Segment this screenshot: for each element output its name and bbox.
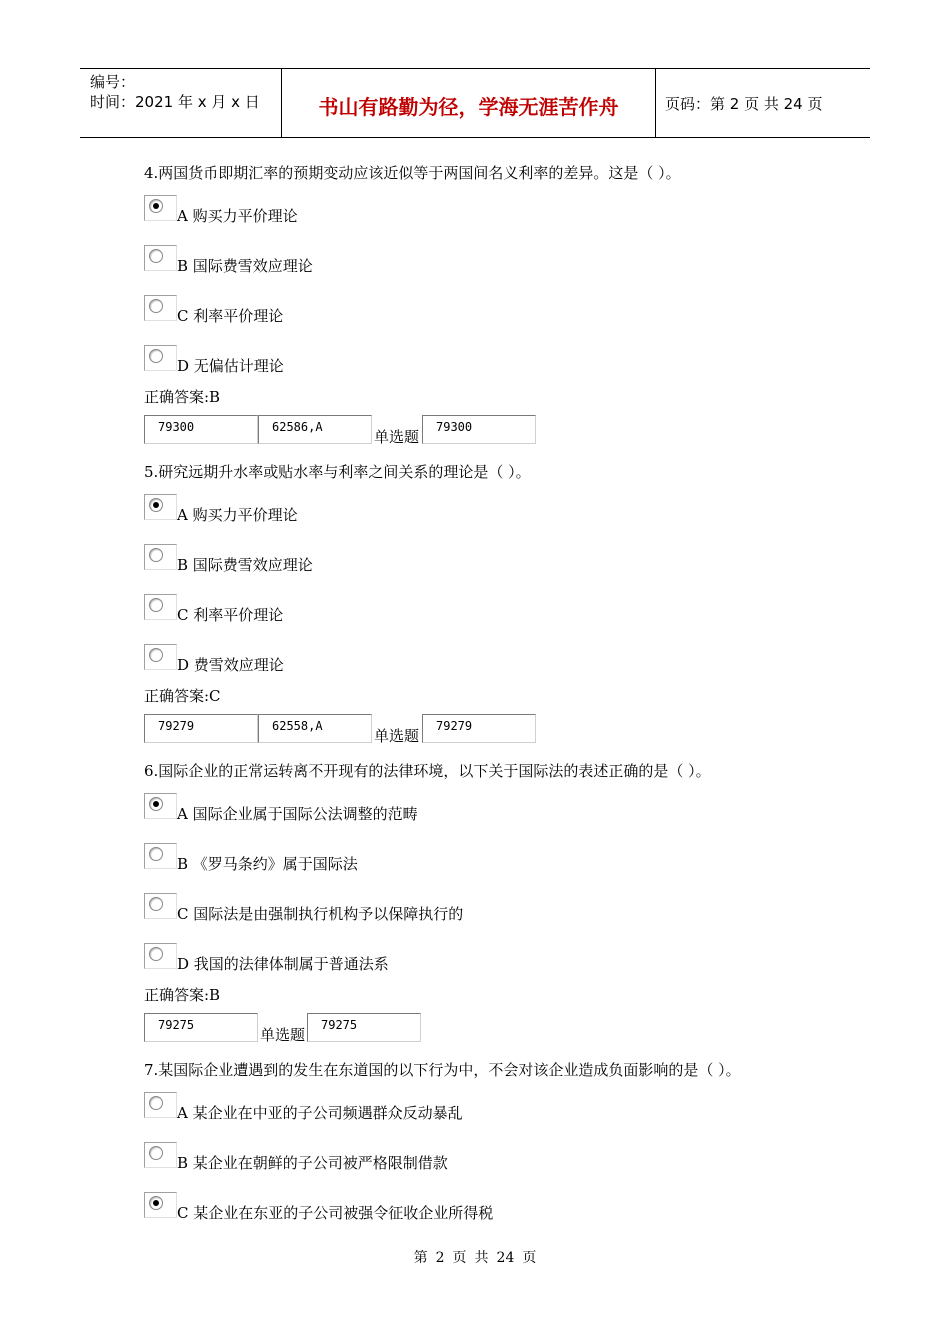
radio-button[interactable] (144, 1142, 177, 1168)
document-header (80, 68, 870, 138)
radio-checked-icon (149, 199, 163, 213)
option-id-field[interactable]: 62586,A (258, 415, 372, 444)
radio-button[interactable] (144, 245, 177, 271)
id-field[interactable]: 79275 (144, 1013, 258, 1042)
radio-unchecked-icon (149, 897, 163, 911)
radio-button[interactable] (144, 644, 177, 670)
radio-button[interactable] (144, 843, 177, 869)
radio-unchecked-icon (149, 947, 163, 961)
question-type-label: 单选题 (374, 428, 420, 446)
radio-button[interactable] (144, 345, 177, 371)
option-label: A 购买力平价理论 (177, 506, 298, 524)
radio-checked-icon (149, 797, 163, 811)
radio-button[interactable] (144, 594, 177, 620)
option-id-field[interactable]: 62558,A (258, 714, 372, 743)
option-label: A 国际企业属于国际公法调整的范畴 (177, 805, 418, 823)
radio-button[interactable] (144, 195, 177, 221)
radio-checked-icon (149, 498, 163, 512)
question-4-text: 4.两国货币即期汇率的预期变动应该近似等于两国间名义利率的差异。这是（ ）。 (144, 164, 681, 182)
page-info: 页码：第 2 页 共 24 页 (665, 95, 823, 113)
id-field-2[interactable]: 79279 (422, 714, 536, 743)
radio-unchecked-icon (149, 299, 163, 313)
id-field-2[interactable]: 79275 (307, 1013, 421, 1042)
radio-unchecked-icon (149, 648, 163, 662)
radio-button[interactable] (144, 544, 177, 570)
radio-unchecked-icon (149, 349, 163, 363)
question-type-label: 单选题 (260, 1026, 306, 1044)
radio-unchecked-icon (149, 1096, 163, 1110)
header-middle-cell (281, 69, 656, 137)
radio-button[interactable] (144, 893, 177, 919)
footer-total-pages: 24 (496, 1250, 515, 1266)
header-right-cell (655, 69, 870, 137)
radio-unchecked-icon (149, 548, 163, 562)
radio-unchecked-icon (149, 1146, 163, 1160)
question-7-text: 7.某国际企业遭遇到的发生在东道国的以下行为中，不会对该企业造成负面影响的是（ ）。 (144, 1061, 741, 1079)
question-6-text: 6.国际企业的正常运转离不开现有的法律环境，以下关于国际法的表述正确的是（ ）。 (144, 762, 711, 780)
radio-unchecked-icon (149, 598, 163, 612)
id-field[interactable]: 79300 (144, 415, 258, 444)
option-label: B 国际费雪效应理论 (177, 556, 313, 574)
option-label: D 无偏估计理论 (177, 357, 284, 375)
footer-page-mid: 页 (452, 1250, 467, 1266)
motto: 书山有路勤为径，学海无涯苦作舟 (318, 95, 619, 119)
id-field[interactable]: 79279 (144, 714, 258, 743)
header-left-cell (80, 69, 281, 137)
option-label: C 利率平价理论 (177, 606, 284, 624)
option-label: D 我国的法律体制属于普通法系 (177, 955, 389, 973)
option-label: B 《罗马条约》属于国际法 (177, 855, 358, 873)
footer-page-prefix: 第 (413, 1250, 428, 1266)
radio-unchecked-icon (149, 847, 163, 861)
option-label: A 购买力平价理论 (177, 207, 298, 225)
correct-answer-4: 正确答案:B (144, 388, 221, 406)
radio-button[interactable] (144, 943, 177, 969)
question-type-label: 单选题 (374, 727, 420, 745)
radio-unchecked-icon (149, 249, 163, 263)
footer-total-suffix: 页 (522, 1250, 537, 1266)
option-label: C 某企业在东亚的子公司被强令征收企业所得税 (177, 1204, 494, 1222)
option-label: B 某企业在朝鲜的子公司被严格限制借款 (177, 1154, 448, 1172)
radio-button[interactable] (144, 295, 177, 321)
option-label: B 国际费雪效应理论 (177, 257, 313, 275)
number-label: 编号： (90, 73, 136, 91)
footer-page-number: 2 (435, 1250, 445, 1266)
correct-answer-5: 正确答案:C (144, 687, 221, 705)
option-label: C 国际法是由强制执行机构予以保障执行的 (177, 905, 464, 923)
page-footer (0, 1247, 950, 1267)
option-label: C 利率平价理论 (177, 307, 284, 325)
question-5-text: 5.研究远期升水率或贴水率与利率之间关系的理论是（ ）。 (144, 463, 531, 481)
radio-checked-icon (149, 1196, 163, 1210)
radio-button[interactable] (144, 1192, 177, 1218)
radio-button[interactable] (144, 793, 177, 819)
option-label: D 费雪效应理论 (177, 656, 284, 674)
radio-button[interactable] (144, 1092, 177, 1118)
option-label: A 某企业在中亚的子公司频遇群众反动暴乱 (177, 1104, 463, 1122)
correct-answer-6: 正确答案:B (144, 986, 221, 1004)
time-label: 时间：2021 年 x 月 x 日 (90, 93, 260, 111)
radio-button[interactable] (144, 494, 177, 520)
footer-total-prefix: 共 (474, 1250, 489, 1266)
id-field-2[interactable]: 79300 (422, 415, 536, 444)
